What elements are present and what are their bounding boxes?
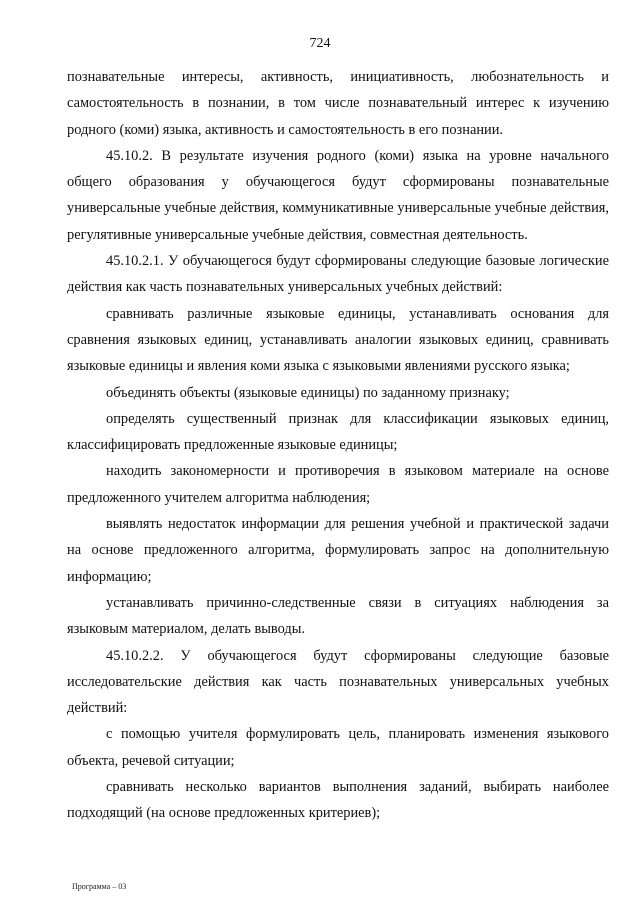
list-item: находить закономерности и противоречия в языковом материале на основе предложенного учителем алгоритма наблюдения; — [67, 463, 609, 506]
paragraph: 45.10.2.1. У обучающегося будут сформированы следующие базовые логические действия как часть познавательных универсальных учебных действий: — [67, 253, 609, 296]
paragraph: 45.10.2. В результате изучения родного (коми) языка на уровне начального общего образования у обучающегося будут сформированы познавательные универсальные учебные действия, коммуникативные универсальные учебные действия, регулятивные универсальные учебные действия, совместная деятельность. — [67, 147, 609, 243]
list-item: определять существенный признак для классификации языковых единиц, классифицировать предложенные языковые единицы; — [67, 410, 609, 454]
list-item: объединять объекты (языковые единицы) по заданному признаку; — [106, 384, 510, 401]
list-item: выявлять недостаток информации для решения учебной и практической задачи на основе предложенного алгоритма, формулировать запрос на дополнительную информацию; — [67, 516, 609, 585]
list-item: сравнивать несколько вариантов выполнения заданий, выбирать наиболее подходящий (на основе предложенных критериев); — [67, 779, 609, 822]
list-item: устанавливать причинно-следственные связи в ситуациях наблюдения за языковым материалом, делать выводы. — [67, 594, 609, 638]
list-item: сравнивать различные языковые единицы, устанавливать основания для сравнения языковых единиц, устанавливать аналогии языковых единиц, сравнивать языковые единицы и явления коми языка с языковыми явлениями русского языка; — [67, 305, 609, 375]
list-item: с помощью учителя формулировать цель, планировать изменения языкового объекта, речевой ситуации; — [67, 726, 609, 769]
body-text — [67, 64, 609, 827]
footer-note: Программа – 03 — [72, 882, 127, 891]
paragraph: познавательные интересы, активность, инициативность, любознательность и самостоятельность в познании, в том числе познавательный интерес к изучению родного (коми) языка, активность и самостоятельность в его познании. — [67, 69, 609, 138]
page-number: 724 — [309, 36, 331, 51]
paragraph: 45.10.2.2. У обучающегося будут сформированы следующие базовые исследовательские действия как часть познавательных универсальных учебных действий: — [67, 647, 609, 717]
